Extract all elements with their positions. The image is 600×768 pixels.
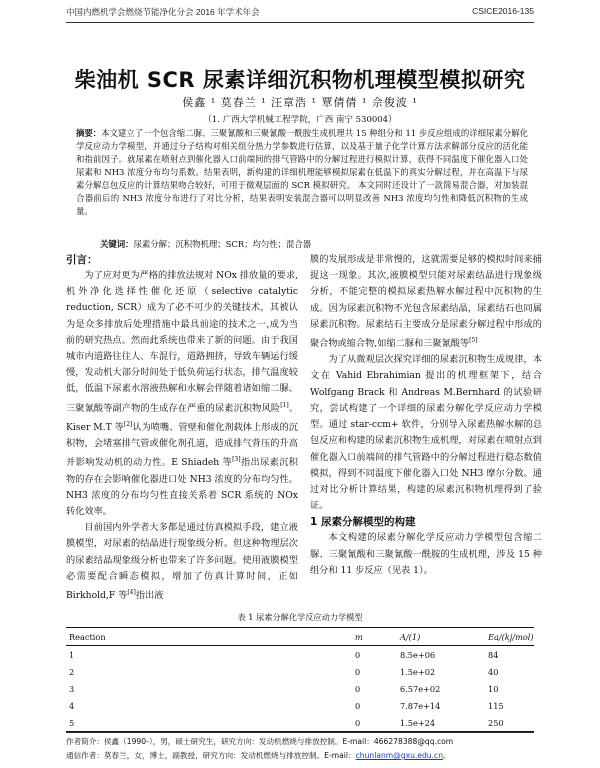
- author-list: 侯鑫 ¹ 莫春兰 ¹ 汪章浩 ¹ 覃倩倩 ¹ 佘俊波 ¹: [182, 96, 418, 109]
- intro-paragraph-1: 为了应对更为严格的排放法规对 NOx 排放量的要求,机外净化选择性催化还原（selective catalytic reduction, SCR）成为了必不可少的关键技术，其被认为是众多排放后处理措施中最具前途的技术之一,成为当前的研究热点。然而此系统也带来了新的问题。由于我国城市内道路往往人、车混行，道路拥挤，导致车辆运行缓慢，发动机大部分时间处于低负荷运行状态，排气温度较低，低温下尿素水溶液热解和水解会伴随着诸如缩二脲、三聚氰酸等副产物的生成存在严重的尿素沉积物风险[1]。Kiser M.T 等[2]认为喷嘴、管壁和催化剂载体上形成的沉积物，会堵塞排气管或催化剂孔道，造成排气背压的升高并影响发动机的动力性。E Shiadeh 等[3]指出尿素沉积物的存在会影响催化器进口处 NH3 浓度的分布均匀性。NH3 浓度的分布均匀性直接关系着 SCR 系统的 NOx 转化效率。: [66, 270, 298, 518]
- keywords: [100, 238, 530, 250]
- col-reaction: Reaction: [69, 631, 106, 642]
- abstract: [76, 127, 528, 218]
- corresponding-author: 通信作者：莫春兰，女，博士，副教授，研究方向：发动机燃烧与排放控制。E-mail：chunlanm@gxu.edu.cn。: [66, 751, 451, 760]
- citation: [3]: [232, 456, 241, 464]
- section-1-heading: 1 尿素分解模型的构建: [310, 516, 416, 529]
- citation: [5]: [469, 337, 478, 345]
- conference-name: 中国内燃机学会燃烧节能净化分会 2016 年学术年会: [66, 7, 260, 17]
- intro-paragraph-2: 目前国内外学者大多都是通过仿真模拟手段，建立液膜模型，对尿素的结晶进行现象级分析。但这种物理层次的尿素结晶现象级分析也带来了许多问题。使用液膜模型必需要配合瞬态模拟，增加了仿真计算时间，正如 Birkhold,F 等[4]指出液: [66, 522, 298, 602]
- citation: [4]: [127, 589, 136, 597]
- col-a: A/(1): [400, 631, 421, 642]
- keywords-label: 关键词：: [100, 239, 134, 249]
- col-m: m: [355, 631, 363, 642]
- section-1-paragraph: 本文构建的尿素分解化学反应动力学模型包含缩二脲、三聚氰酸和三聚氰酸一酰胺的生成机理，涉及 15 种组分和 11 步反应（见表 1）。: [310, 532, 542, 576]
- table-caption: 表 1 尿素分解化学反应动力学模型: [237, 612, 363, 622]
- table-row: 2 0 1.5e+02 40: [69, 666, 499, 677]
- citation: [2]: [123, 420, 133, 428]
- header-rule: [66, 22, 534, 23]
- table-header-row: [66, 628, 534, 646]
- citation: [1]: [280, 401, 289, 409]
- intro-paragraph-continued: 膜的发展形成是非常慢的，这就需要足够的模拟时间来捕捉这一现象。其次,液膜模型只能对尿素结晶进行现象级分析，不能完整的模拟尿素热解水解过程中沉积物的生成。因为尿素沉积物不光包含尿素结晶，尿素结石也同属尿素沉积物。尿素结石主要成分是尿素分解过程中形成的聚合物或缩合物,如缩二脲和三聚氰酸等[5]: [310, 254, 542, 350]
- table-row: 5 0 1.5e+24 250: [66, 714, 534, 732]
- left-column: [66, 252, 298, 604]
- author-bio: 作者简介：侯鑫（1990-），男，硕士研究生，研究方向：发动机燃烧与排放控制。E-mail：466278388@qq.com: [66, 737, 454, 746]
- abstract-label: 摘要：: [76, 128, 102, 138]
- intro-heading: 引言：: [66, 254, 98, 266]
- intro-paragraph-3: 为了从微观层次探究详细的尿素沉积物生成规律，本文在 Vahid Ebrahimian 提出的机理框架下，结合 Wolfgang Brack 和 Andreas M.Bernhard 的试验研究，尝试构建了一个详细的尿素分解化学反应动力学模型。通过 star-ccm+ 软件，分别导入尿素热解水解的总包反应和构建的尿素沉积物生成机理，对尿素在喷射点到催化器入口前端间的排气管路中的分解过程进行稳态数值模拟，得到不同温度下催化器入口处 NH3 摩尔分数。通过对比分析计算结果，构建的尿素沉积物机理得到了验证。: [310, 354, 542, 512]
- col-ea: Ea/(kj/mol): [488, 631, 534, 642]
- paper-code: CSICE2016-135: [472, 6, 534, 16]
- table-row: 4 0 7.87e+14 115: [69, 700, 504, 711]
- email-link[interactable]: chunlanm@gxu.edu.cn: [355, 751, 444, 760]
- keywords-text: 尿素分解；沉积物机理；SCR；均匀性；混合器: [133, 239, 312, 249]
- running-header: [66, 6, 534, 20]
- footnote-rule: [66, 732, 534, 733]
- table-row: 1 0 8.5e+06 84: [69, 649, 499, 660]
- table-row: 3 0 6.57e+02 10: [69, 683, 499, 694]
- abstract-text: 本文建立了一个包含缩二脲、三聚氰酸和三聚氰酸一酰胺生成机理共 15 种组分和 11 步反应组成的详细尿素分解化学反应动力学模型，并通过分子结构对相关组分热力学参数进行估算，以及基于量子化学计算方法求解部分反应的活化能和指前因子。就尿素在喷射点到催化器入口前端间的排气管路中的分解过程进行模拟计算，获得不同温度下催化器入口处尿素和 NH3 浓度分布均匀系数。结果表明，新构建的详细机理能够模拟尿素在低温下的真实分解过程，并在高温下与尿素分解总包反应的计算结果吻合较好，可用于微观层面的 SCR 模拟研究。 本文同时还设计了一款简易混合器，对加装混合器前后的 NH3 浓度分布进行了对比分析，结果表明安装混合器可以明显改善 NH3 浓度均匀性和降低沉积物的生成量。: [76, 128, 528, 216]
- right-column: [310, 252, 542, 579]
- reaction-table: [66, 627, 534, 732]
- affiliation: （1. 广西大学机械工程学院，广西 南宁 530004）: [203, 115, 397, 125]
- paper-title: 柴油机 SCR 尿素详细沉积物机理模型模拟研究: [74, 68, 526, 92]
